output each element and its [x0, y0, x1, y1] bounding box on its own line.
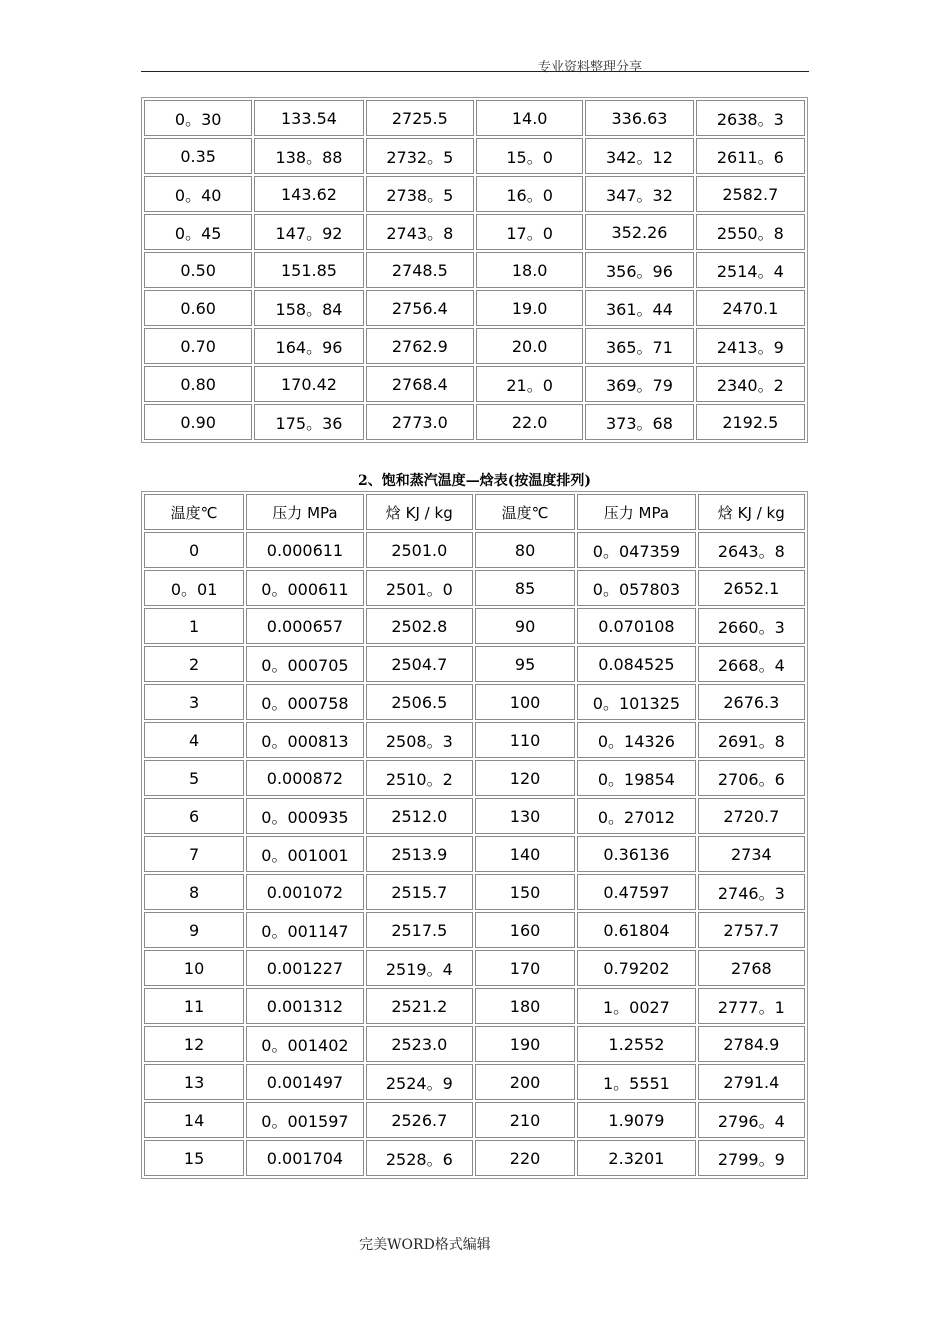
table-cell: 0.60	[144, 290, 252, 326]
table-cell: 180	[475, 988, 575, 1024]
table-cell: 2502.8	[366, 608, 473, 644]
table-cell: 7	[144, 836, 244, 872]
table-row	[144, 722, 805, 758]
table-cell: 2691。8	[698, 722, 805, 758]
table-cell: 175。36	[254, 404, 363, 440]
table-row	[144, 214, 805, 250]
table-cell: 0。14326	[577, 722, 695, 758]
table-cell: 150	[475, 874, 575, 910]
column-header-enthalpy: 焓 KJ / kg	[698, 494, 805, 530]
table-cell: 0。000611	[246, 570, 363, 606]
table1-body	[144, 100, 805, 440]
table-cell: 2799。9	[698, 1140, 805, 1176]
table-cell: 0.001072	[246, 874, 363, 910]
table-cell: 12	[144, 1026, 244, 1062]
table-cell: 2748.5	[366, 252, 474, 288]
table-cell: 373。68	[585, 404, 693, 440]
table-cell: 0.47597	[577, 874, 695, 910]
table-cell: 4	[144, 722, 244, 758]
table-cell: 17。0	[476, 214, 583, 250]
table-row	[144, 950, 805, 986]
table-cell: 8	[144, 874, 244, 910]
table-row	[144, 138, 805, 174]
table-cell: 14	[144, 1102, 244, 1138]
table-cell: 0	[144, 532, 244, 568]
table-cell: 22.0	[476, 404, 583, 440]
table-cell: 0.35	[144, 138, 252, 174]
table-cell: 2470.1	[696, 290, 805, 326]
table-cell: 2519。4	[366, 950, 473, 986]
table-cell: 3	[144, 684, 244, 720]
table-cell: 0.000872	[246, 760, 363, 796]
table-row	[144, 366, 805, 402]
table-row	[144, 404, 805, 440]
table-cell: 356。96	[585, 252, 693, 288]
table-cell: 0.001704	[246, 1140, 363, 1176]
table-cell: 0。27012	[577, 798, 695, 834]
table-row	[144, 1102, 805, 1138]
table-cell: 0.50	[144, 252, 252, 288]
table-cell: 1	[144, 608, 244, 644]
table-cell: 133.54	[254, 100, 363, 136]
table-cell: 164。96	[254, 328, 363, 364]
table-cell: 147。92	[254, 214, 363, 250]
section-title: 2、饱和蒸汽温度—焓表(按温度排列)	[358, 473, 591, 489]
table-cell: 336.63	[585, 100, 693, 136]
table-cell: 15	[144, 1140, 244, 1176]
table-row	[144, 1064, 805, 1100]
table-cell: 0.001227	[246, 950, 363, 986]
table-cell: 2550。8	[696, 214, 805, 250]
table-cell: 95	[475, 646, 575, 682]
table-cell: 0。45	[144, 214, 252, 250]
table-cell: 2668。4	[698, 646, 805, 682]
table-cell: 19.0	[476, 290, 583, 326]
table-cell: 2514。4	[696, 252, 805, 288]
table-cell: 0。001402	[246, 1026, 363, 1062]
table-cell: 2757.7	[698, 912, 805, 948]
table-cell: 170	[475, 950, 575, 986]
table-cell: 2743。8	[366, 214, 474, 250]
table-cell: 2638。3	[696, 100, 805, 136]
page-header: 专业资料整理分享	[537, 60, 642, 75]
table-cell: 0。19854	[577, 760, 695, 796]
table-cell: 220	[475, 1140, 575, 1176]
table-cell: 347。32	[585, 176, 693, 212]
header-row	[144, 494, 805, 530]
table-cell: 120	[475, 760, 575, 796]
table2-header	[144, 494, 805, 530]
table-cell: 0.90	[144, 404, 252, 440]
table-cell: 2510。2	[366, 760, 473, 796]
table-cell: 2706。6	[698, 760, 805, 796]
table-cell: 0。000758	[246, 684, 363, 720]
table-cell: 2517.5	[366, 912, 473, 948]
table-cell: 2523.0	[366, 1026, 473, 1062]
table-cell: 0。047359	[577, 532, 695, 568]
table-row	[144, 176, 805, 212]
table-cell: 365。71	[585, 328, 693, 364]
table-cell: 2582.7	[696, 176, 805, 212]
table-cell: 369。79	[585, 366, 693, 402]
page-footer: 完美WORD格式编辑	[359, 1237, 491, 1253]
table-cell: 2768	[698, 950, 805, 986]
table-cell: 0。000705	[246, 646, 363, 682]
table-cell: 14.0	[476, 100, 583, 136]
saturated-steam-temperature-enthalpy-table	[141, 491, 808, 1179]
table-row	[144, 570, 805, 606]
table-cell: 0。30	[144, 100, 252, 136]
column-header-temperature: 温度℃	[475, 494, 575, 530]
table-cell: 2734	[698, 836, 805, 872]
table-row	[144, 874, 805, 910]
table-cell: 1。5551	[577, 1064, 695, 1100]
column-header-enthalpy: 焓 KJ / kg	[366, 494, 473, 530]
table-cell: 2526.7	[366, 1102, 473, 1138]
table-cell: 5	[144, 760, 244, 796]
table-cell: 2413。9	[696, 328, 805, 364]
table-cell: 0.79202	[577, 950, 695, 986]
table-cell: 2676.3	[698, 684, 805, 720]
table-cell: 2524。9	[366, 1064, 473, 1100]
table-cell: 0.084525	[577, 646, 695, 682]
table-cell: 2	[144, 646, 244, 682]
table-cell: 0。40	[144, 176, 252, 212]
table-cell: 2660。3	[698, 608, 805, 644]
table-row	[144, 1140, 805, 1176]
table-cell: 2768.4	[366, 366, 474, 402]
table-cell: 151.85	[254, 252, 363, 288]
table-cell: 10	[144, 950, 244, 986]
table-cell: 0。01	[144, 570, 244, 606]
table-cell: 2521.2	[366, 988, 473, 1024]
column-header-temperature: 温度℃	[144, 494, 244, 530]
table-cell: 2508。3	[366, 722, 473, 758]
table-cell: 2762.9	[366, 328, 474, 364]
table-row	[144, 760, 805, 796]
table-cell: 0。001147	[246, 912, 363, 948]
table-cell: 2791.4	[698, 1064, 805, 1100]
header-rule	[141, 71, 809, 72]
table-row	[144, 290, 805, 326]
table-cell: 2738。5	[366, 176, 474, 212]
table-cell: 20.0	[476, 328, 583, 364]
saturated-steam-pressure-table	[141, 97, 808, 443]
table-cell: 170.42	[254, 366, 363, 402]
table-cell: 2192.5	[696, 404, 805, 440]
table-cell: 2515.7	[366, 874, 473, 910]
table-cell: 0。057803	[577, 570, 695, 606]
table2-body	[144, 532, 805, 1176]
table-cell: 2796。4	[698, 1102, 805, 1138]
table-cell: 85	[475, 570, 575, 606]
table-cell: 2611。6	[696, 138, 805, 174]
table-cell: 2746。3	[698, 874, 805, 910]
table-cell: 2725.5	[366, 100, 474, 136]
table-cell: 11	[144, 988, 244, 1024]
table-cell: 160	[475, 912, 575, 948]
table-cell: 158。84	[254, 290, 363, 326]
table-row	[144, 328, 805, 364]
table-cell: 0.001312	[246, 988, 363, 1024]
table-cell: 2501.0	[366, 532, 473, 568]
table-cell: 2643。8	[698, 532, 805, 568]
table-cell: 100	[475, 684, 575, 720]
table-cell: 2732。5	[366, 138, 474, 174]
table-cell: 0。001001	[246, 836, 363, 872]
table-cell: 2513.9	[366, 836, 473, 872]
table-cell: 2340。2	[696, 366, 805, 402]
table-cell: 0.61804	[577, 912, 695, 948]
table-cell: 9	[144, 912, 244, 948]
table-row	[144, 912, 805, 948]
table-cell: 2.3201	[577, 1140, 695, 1176]
table-row	[144, 100, 805, 136]
table-cell: 342。12	[585, 138, 693, 174]
table-cell: 2777。1	[698, 988, 805, 1024]
table-row	[144, 646, 805, 682]
table-cell: 2501。0	[366, 570, 473, 606]
table-cell: 0。000813	[246, 722, 363, 758]
table-cell: 1.9079	[577, 1102, 695, 1138]
table-row	[144, 532, 805, 568]
table-cell: 0。000935	[246, 798, 363, 834]
table-cell: 190	[475, 1026, 575, 1062]
table-cell: 0.001497	[246, 1064, 363, 1100]
column-header-pressure: 压力 MPa	[577, 494, 695, 530]
table-cell: 110	[475, 722, 575, 758]
table-cell: 2773.0	[366, 404, 474, 440]
table-row	[144, 1026, 805, 1062]
table-cell: 1.2552	[577, 1026, 695, 1062]
table-cell: 200	[475, 1064, 575, 1100]
table-cell: 13	[144, 1064, 244, 1100]
table-cell: 1。0027	[577, 988, 695, 1024]
table-cell: 138。88	[254, 138, 363, 174]
table-cell: 0。101325	[577, 684, 695, 720]
table-cell: 0.000611	[246, 532, 363, 568]
table-cell: 143.62	[254, 176, 363, 212]
table-cell: 2506.5	[366, 684, 473, 720]
table-cell: 6	[144, 798, 244, 834]
table-cell: 352.26	[585, 214, 693, 250]
column-header-pressure: 压力 MPa	[246, 494, 363, 530]
table-cell: 2528。6	[366, 1140, 473, 1176]
table-cell: 0.80	[144, 366, 252, 402]
table-row	[144, 252, 805, 288]
table-cell: 0。001597	[246, 1102, 363, 1138]
table-cell: 130	[475, 798, 575, 834]
table-row	[144, 684, 805, 720]
table-cell: 0.000657	[246, 608, 363, 644]
table-cell: 0.70	[144, 328, 252, 364]
table-cell: 2652.1	[698, 570, 805, 606]
table-cell: 0.36136	[577, 836, 695, 872]
table-cell: 90	[475, 608, 575, 644]
table-cell: 0.070108	[577, 608, 695, 644]
table-row	[144, 798, 805, 834]
table-cell: 2504.7	[366, 646, 473, 682]
table-cell: 2512.0	[366, 798, 473, 834]
table-cell: 21。0	[476, 366, 583, 402]
table-row	[144, 836, 805, 872]
table-cell: 140	[475, 836, 575, 872]
table-cell: 361。44	[585, 290, 693, 326]
table-cell: 80	[475, 532, 575, 568]
table-cell: 2784.9	[698, 1026, 805, 1062]
table-row	[144, 608, 805, 644]
table-cell: 2720.7	[698, 798, 805, 834]
table-cell: 2756.4	[366, 290, 474, 326]
table-cell: 15。0	[476, 138, 583, 174]
table-row	[144, 988, 805, 1024]
table-cell: 18.0	[476, 252, 583, 288]
table-cell: 16。0	[476, 176, 583, 212]
table-cell: 210	[475, 1102, 575, 1138]
